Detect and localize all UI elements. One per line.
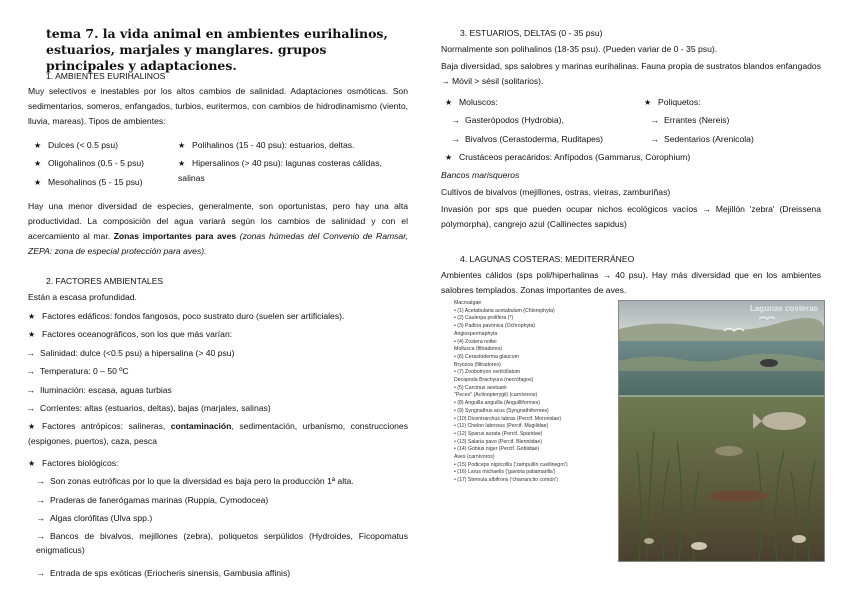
list-item: ★ Mesohalinos (5 - 15 psu) <box>34 175 143 190</box>
lagoon-illustration <box>618 300 825 562</box>
star-icon: ★ <box>28 459 36 468</box>
text-lagunas: Ambientes cálidos (sps poli/hiperhalinas → 40 psu). Hay más diversidad que en los ambientes salobres templados. Zonas importantes de aves. <box>441 270 821 295</box>
list-item: → Entrada de sps exóticas (Eriocheris sinensis, Gambusia affinis) <box>36 568 291 578</box>
list-item: ★ Factores oceanográficos, son los que más varían: <box>28 327 232 342</box>
star-icon: ★ <box>445 153 453 162</box>
heading-ambientes: 1. AMBIENTES EURIHALINOS <box>46 71 166 81</box>
legend-item: • (7) Zoobotryon verticillatum <box>454 369 521 376</box>
star-icon: ★ <box>34 178 42 187</box>
legend-item: • (9) Syngnathus acus (Syngnathiformes) <box>454 407 549 414</box>
bancos-title: Bancos marisqueros <box>441 170 520 180</box>
star-icon: ★ <box>28 422 36 431</box>
arrow-icon: → <box>650 134 659 144</box>
arrow-icon: → <box>26 366 35 376</box>
arrow-icon: → <box>26 403 35 413</box>
arrow-icon: → <box>26 385 35 395</box>
list-item: → Sedentarios (Arenicola) <box>650 134 754 144</box>
legend-item: Angiospermaphyta <box>454 330 498 337</box>
list-item: ★ Poliquetos: <box>644 95 701 110</box>
list-item: ★ Oligohalinos (0.5 - 5 psu) <box>34 156 144 171</box>
list-item: → Praderas de fanerógamas marinas (Ruppia, Cymodocea) <box>36 495 269 505</box>
star-icon: ★ <box>34 159 42 168</box>
figure-legend <box>454 300 614 485</box>
heading-estuarios: 3. ESTUARIOS, DELTAS (0 - 35 psu) <box>460 28 603 38</box>
list-item: ★ Factores edáficos: fondos fangosos, poco sustrato duro (suelen ser artificiales). <box>28 309 344 324</box>
legend-item: • (13) Salaria pavo (Percif. Blenniidae) <box>454 438 543 445</box>
arrow-icon: → <box>36 476 45 486</box>
heading-lagunas: 4. LAGUNAS COSTERAS: MEDITERRÁNEO <box>460 254 635 264</box>
list-item: → Temperatura: 0 – 50 ºC <box>26 366 129 376</box>
list-item: ★ Dulces (< 0.5 psu) <box>34 138 118 153</box>
star-icon: ★ <box>178 159 186 168</box>
list-item: ★ Factores biológicos: <box>28 456 118 471</box>
legend-item: • (4) Zostera noltei <box>454 338 497 345</box>
arrow-icon: → <box>451 115 460 125</box>
text-ambientes: Muy selectivos e inestables por los altos cambios de salinidad. Adaptaciones osmóticas. Son sedimentarios, someros, enfangados, turbios, euritermos, con cambios de hidrodinamismo (viento, lluvia, mareas). Tipos de ambientes: <box>28 86 408 126</box>
legend-item: • (2) Caulerpa prolifera (*) <box>454 315 514 322</box>
legend-item: • (15) Podiceps nigricollis ('zampullín cuellinegro') <box>454 461 568 468</box>
text-diversidad: Hay una menor diversidad de especies, generalmente, son oportunistas, pero hay una alta productividad. La composición del agua variará según los cambios de salinidad y con el acercamiento al mar. Zonas importantes para aves (zonas húmedas del Convenio de Ramsar, ZEPA: zona de especial protección para aves). <box>28 201 408 256</box>
list-item: ★ Hipersalinos (> 40 psu): lagunas costeras cálidas, salinas <box>178 158 382 183</box>
arrow-icon: → <box>451 134 460 144</box>
star-icon: ★ <box>644 98 652 107</box>
arrow-icon: → <box>26 348 35 358</box>
list-item: → Salinidad: dulce (<0.5 psu) a hipersalina (> 40 psu) <box>26 348 235 358</box>
arrow-icon: → <box>650 115 659 125</box>
star-icon: ★ <box>178 141 186 150</box>
legend-item: • (6) Cerastoderma glaucum <box>454 353 519 360</box>
list-item: → Corrientes: altas (estuarios, deltas), bajas (marjales, salinas) <box>26 403 271 413</box>
legend-item: "Peces" (Actinopterygii) (carnívoros) <box>454 392 538 399</box>
arrow-icon: → <box>36 531 45 541</box>
legend-item: • (17) Sternula albifrons ('charrancito común') <box>454 477 558 484</box>
list-item: → Gasterópodos (Hydrobia), <box>451 115 564 125</box>
bancos-text: Cultivos de bivalvos (mejillones, ostras, vieiras, zamburiñas) <box>441 187 671 197</box>
legend-item: • (3) Padina pavonica (Ochrophyta) <box>454 323 536 330</box>
star-icon: ★ <box>28 312 36 321</box>
arrow-icon: → <box>36 495 45 505</box>
list-item: ★ Moluscos: <box>445 95 498 110</box>
legend-item: • (8) Anguilla anguilla (Anguilliformes) <box>454 400 541 407</box>
list-item: → Iluminación: escasa, aguas turbias <box>26 385 172 395</box>
heading-factores: 2. FACTORES AMBIENTALES <box>46 276 164 286</box>
arrow-icon: → <box>36 568 45 578</box>
text-estuarios-2: Baja diversidad, sps salobres y marinas eurihalinas. Fauna propia de sustratos blandos enfangados → Móvil > sésil (solitarios). <box>441 61 821 86</box>
list-item: → Errantes (Nereis) <box>650 115 730 125</box>
page-title: tema 7. la vida animal en ambientes eurihalinos, estuarios, marjales y manglares. grupos principales y adaptaciones. <box>46 26 388 73</box>
list-item: → Son zonas eutróficas por lo que la diversidad es baja pero la producción 1ª alta. <box>36 476 354 486</box>
legend-item: • (16) Larus michaelis ('gaviota patiamarilla') <box>454 469 556 476</box>
legend-item: • (11) Chelon labrosus (Percif. Mugilidae) <box>454 423 549 430</box>
list-item: ★ Crustáceos peracáridos: Anfípodos (Gammarus, Corophium) <box>445 150 690 165</box>
list-item: ★ Factores antrópicos: salineras, contaminación, sedimentación, urbanismo, construcciones (espigones, puertos), caza, pesca <box>28 421 408 446</box>
list-item: → Algas clorófitas (Ulva spp.) <box>36 513 153 523</box>
star-icon: ★ <box>34 141 42 150</box>
text-estuarios-1: Normalmente son polihalinos (18-35 psu). (Pueden variar de 0 - 35 psu). <box>441 44 718 54</box>
legend-item: • (1) Acetabularia acetabulum (Chlorophyta) <box>454 307 555 314</box>
list-item: → Bancos de bivalvos, mejillones (zebra), poliquetos serpúlidos (Hydroides, Ficopomatus enigmaticus) <box>36 531 408 555</box>
lagoon-image <box>619 301 824 561</box>
legend-item: • (5) Carcinus aestuarii <box>454 384 507 391</box>
legend-item: • (14) Gobius niger (Percif. Gobiidae) <box>454 446 540 453</box>
figure-title: Lagunas costeras <box>749 304 818 313</box>
list-item: ★ Polihalinos (15 - 40 psu): estuarios, deltas. <box>178 138 354 153</box>
star-icon: ★ <box>28 330 36 339</box>
legend-item: Bryozoa (filtradores) <box>454 361 501 368</box>
text-invasion: Invasión por sps que pueden ocupar nichos ecológicos vacíos → Mejillón 'zebra' (Dreissena polymorpha), cangrejo azul (Callinectes sapidus) <box>441 204 821 229</box>
legend-item: • (10) Dicentrarchus labrax (Percif. Moronidae) <box>454 415 562 422</box>
text-intro: Están a escasa profundidad. <box>28 292 137 302</box>
arrow-icon: → <box>36 513 45 523</box>
star-icon: ★ <box>445 98 453 107</box>
legend-item: • (12) Sparus aurata (Percif. Sparidae) <box>454 430 543 437</box>
legend-item: Mollusca (filtradores) <box>454 346 503 353</box>
legend-item: Aves (carnívoros) <box>454 454 495 461</box>
list-item: → Bivalvos (Cerastoderma, Ruditapes) <box>451 134 604 144</box>
legend-item: Decapoda Brachyura (necrófagos) <box>454 377 534 384</box>
legend-item: Macroalgae <box>454 300 482 306</box>
